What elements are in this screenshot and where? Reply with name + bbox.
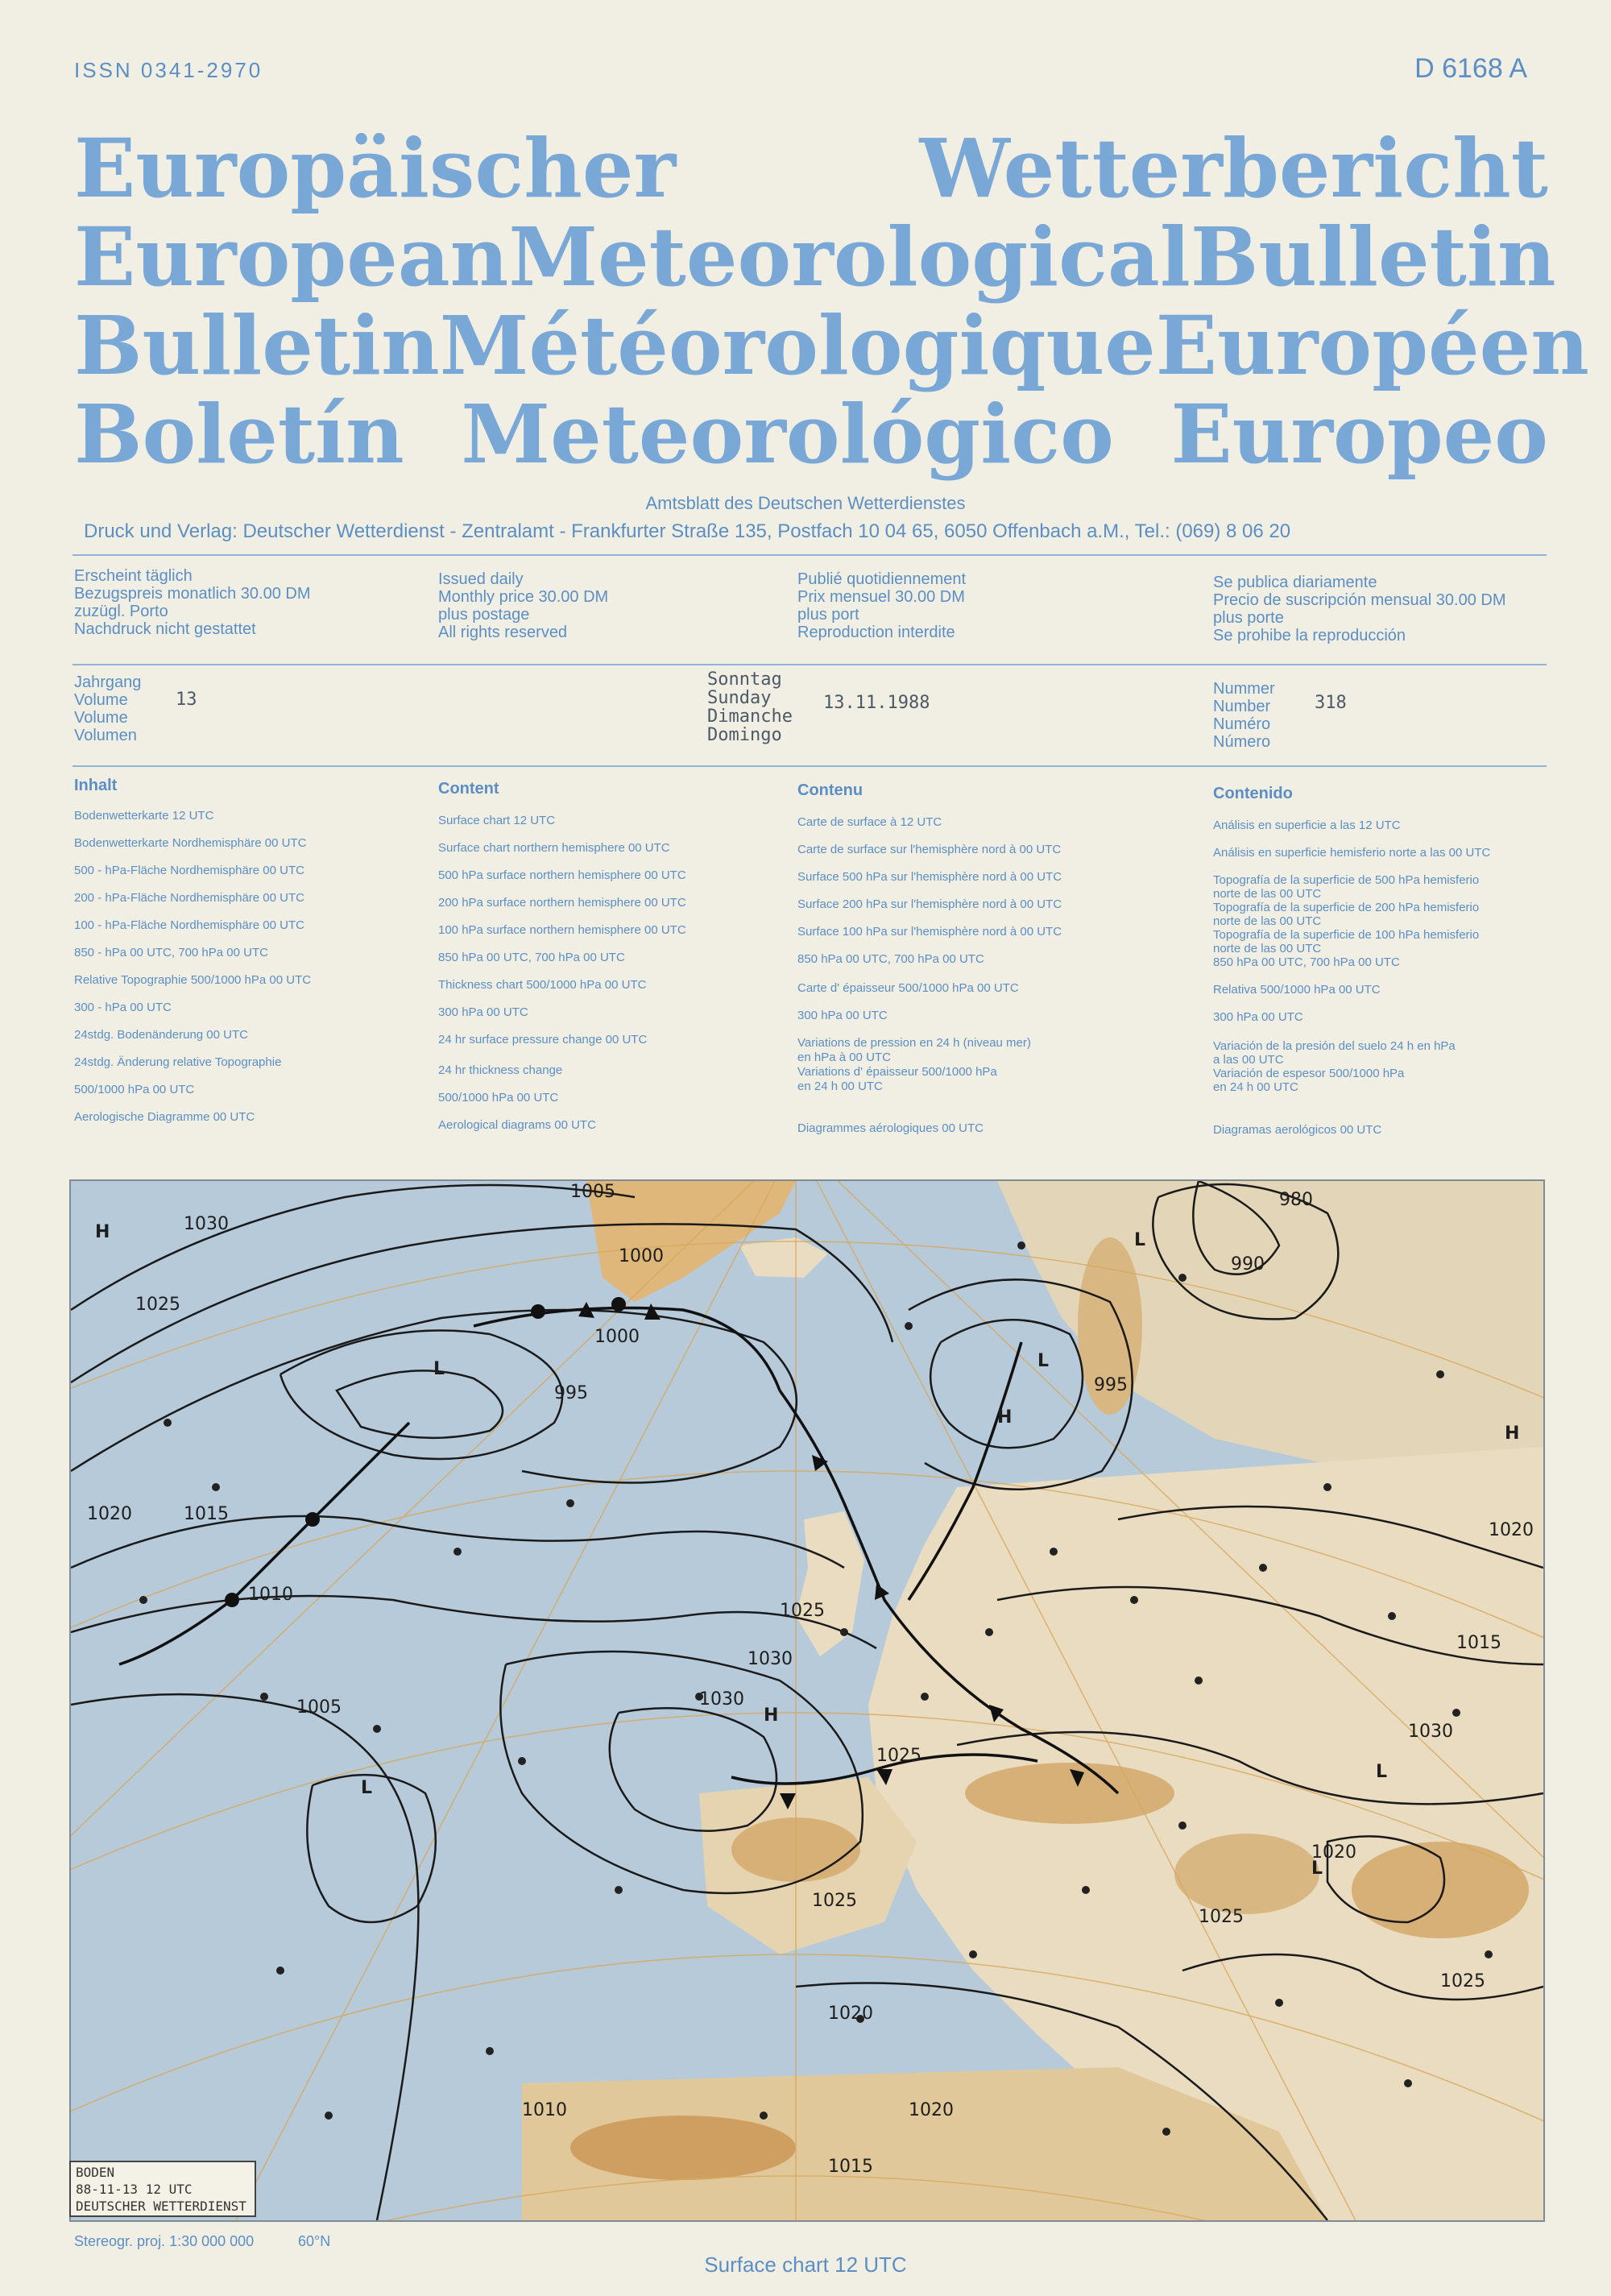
contents-item: 24stdg. Bodenänderung 00 UTC (74, 1028, 248, 1042)
low-pressure-marker: L (1037, 1351, 1050, 1371)
isobar-label: 1020 (1489, 1520, 1534, 1540)
isobar-label: 1020 (1311, 1842, 1356, 1863)
low-pressure-marker: L (361, 1778, 373, 1798)
weekday-labels: Sonntag Sunday Dimanche Domingo (707, 669, 793, 745)
britain-land (796, 1511, 864, 1656)
surface-weather-map (69, 1179, 1545, 2222)
isobar-label: 995 (1094, 1375, 1128, 1395)
title-word: Europäischer (74, 121, 677, 216)
publication-info-es: Se publica diariamente Precio de suscripción mensual 30.00 DM plus porte Se prohibe la reproducción (1213, 574, 1506, 644)
map-legend: BODEN 88-11-13 12 UTC DEUTSCHER WETTERDIENST (69, 2161, 256, 2217)
title-word: European (74, 209, 509, 305)
isobar-label: 1020 (87, 1504, 132, 1524)
map-caption: Surface chart 12 UTC (704, 2252, 907, 2277)
isobar-label: 1025 (876, 1746, 921, 1766)
publisher-line: Druck und Verlag: Deutscher Wetterdienst - Zentralamt - Frankfurter Straße 135, Postfach 10 04 65, 6050 Offenbach a.M., Tel.: (069) 8 06 20 (84, 520, 1291, 542)
contents-item: 100 - hPa-Fläche Nordhemisphäre 00 UTC (74, 918, 304, 932)
contents-item: 850 - hPa 00 UTC, 700 hPa 00 UTC (74, 946, 268, 959)
contents-item: Topografía de la superficie de 200 hPa hemisferio (1213, 901, 1480, 914)
contents-item: Topografía de la superficie de 100 hPa hemisferio (1213, 928, 1480, 942)
contents-item: Análisis en superficie hemisferio norte a las 00 UTC (1213, 846, 1491, 860)
contents-item: Variations de pression en 24 h (niveau mer) (797, 1036, 1031, 1050)
contents-heading-es: Contenido (1213, 785, 1293, 802)
contents-item: 300 hPa 00 UTC (1213, 1010, 1303, 1024)
title-word: Boletín (74, 387, 404, 482)
contents-item: Diagrammes aérologiques 00 UTC (797, 1121, 984, 1135)
issue-number: 318 (1315, 693, 1347, 713)
contents-item: 200 - hPa-Fläche Nordhemisphäre 00 UTC (74, 891, 304, 905)
amtsblatt-line: Amtsblatt des Deutschen Wetterdienstes (645, 493, 966, 513)
contents-item: Surface chart 12 UTC (438, 814, 556, 827)
contents-item: en 24 h 00 UTC (1213, 1080, 1298, 1094)
contents-item: 500/1000 hPa 00 UTC (74, 1083, 195, 1096)
contents-item: Aerological diagrams 00 UTC (438, 1118, 596, 1132)
low-pressure-marker: L (1376, 1762, 1388, 1782)
title-word: Europeo (1170, 387, 1548, 482)
publication-info-de: Erscheint täglich Bezugspreis monatlich 30.00 DM zuzügl. Porto Nachdruck nicht gestattet (74, 567, 311, 638)
contents-item: Surface 100 hPa sur l'hemisphère nord à 00 UTC (797, 925, 1062, 939)
contents-item: 24 hr surface pressure change 00 UTC (438, 1033, 648, 1046)
projection-note: Stereogr. proj. 1:30 000 000 (74, 2233, 255, 2249)
isobar-label: 1005 (570, 1182, 615, 1202)
title-spanish (74, 387, 1548, 482)
contents-item: Bodenwetterkarte Nordhemisphäre 00 UTC (74, 836, 307, 850)
contents-item: 850 hPa 00 UTC, 700 hPa 00 UTC (1213, 955, 1400, 969)
isobar-label: 980 (1279, 1190, 1313, 1210)
contents-item: 300 hPa 00 UTC (438, 1005, 528, 1019)
title-word: Européen (1155, 298, 1589, 393)
title-word: Bulletin (1190, 209, 1556, 305)
divider (72, 554, 1547, 556)
contents-item: norte de las 00 UTC (1213, 914, 1322, 928)
contents-item: 24 hr thickness change (438, 1063, 563, 1077)
contents-item: 200 hPa surface northern hemisphere 00 UTC (438, 896, 686, 910)
contents-item: Diagramas aerológicos 00 UTC (1213, 1123, 1382, 1137)
isobar-label: 1025 (135, 1295, 180, 1315)
number-labels: Nummer Number Numéro Número (1213, 680, 1275, 751)
surface-map-svg (71, 1181, 1543, 2220)
title-word: Meteorológico (461, 387, 1114, 482)
isobar-label: 1015 (184, 1504, 229, 1524)
isobar-label: 1005 (296, 1697, 342, 1718)
contents-heading-de: Inhalt (74, 777, 118, 794)
isobar-label: 1030 (184, 1214, 229, 1234)
publication-info-fr: Publié quotidiennement Prix mensuel 30.00 DM plus port Reproduction interdite (797, 570, 967, 641)
isobar-label: 1025 (1440, 1971, 1485, 1991)
high-pressure-marker: H (997, 1407, 1013, 1428)
iceland-land (739, 1237, 828, 1278)
contents-item: 850 hPa 00 UTC, 700 hPa 00 UTC (438, 951, 625, 964)
contents-item: 300 hPa 00 UTC (797, 1009, 888, 1022)
isobar-label: 1010 (248, 1585, 293, 1605)
contents-item: Surface 500 hPa sur l'hemisphère nord à 00 UTC (797, 870, 1062, 884)
contents-item: norte de las 00 UTC (1213, 887, 1322, 901)
contents-item: 500 - hPa-Fläche Nordhemisphäre 00 UTC (74, 864, 304, 877)
contents-item: Thickness chart 500/1000 hPa 00 UTC (438, 978, 647, 992)
isobar-label: 1025 (780, 1601, 825, 1621)
alps-relief (965, 1763, 1174, 1824)
isobar-label: 995 (554, 1383, 588, 1403)
contents-item: 850 hPa 00 UTC, 700 hPa 00 UTC (797, 952, 984, 966)
contents-item: Carte d' épaisseur 500/1000 hPa 00 UTC (797, 981, 1019, 995)
isobar-label: 1010 (522, 2100, 567, 2120)
contents-item: 500/1000 hPa 00 UTC (438, 1091, 559, 1104)
turkey-relief (1352, 1842, 1529, 1938)
contents-item: Surface chart northern hemisphere 00 UTC (438, 841, 670, 855)
title-word: Bulletin (74, 298, 440, 393)
contents-item: 300 - hPa 00 UTC (74, 1001, 172, 1014)
contents-heading-fr: Contenu (797, 781, 863, 799)
isobar-label: 1030 (748, 1649, 793, 1669)
publication-info-en: Issued daily Monthly price 30.00 DM plus postage All rights reserved (438, 570, 609, 641)
contents-item: Topografía de la superficie de 500 hPa hemisferio (1213, 873, 1480, 887)
contents-item: Carte de surface sur l'hemisphère nord à 00 UTC (797, 843, 1062, 856)
contents-item: 24stdg. Änderung relative Topographie (74, 1055, 282, 1069)
title-word: Wetterbericht (919, 121, 1548, 216)
low-pressure-marker: L (433, 1359, 445, 1379)
isobar-label: 1020 (909, 2100, 954, 2120)
title-french (74, 298, 1589, 393)
isobar-label: 1015 (828, 2157, 873, 2177)
document-number: D 6168 A (1414, 53, 1527, 84)
contents-item: Relativa 500/1000 hPa 00 UTC (1213, 983, 1381, 997)
high-pressure-marker: H (95, 1222, 110, 1242)
atlas-relief (570, 2116, 796, 2180)
contents-item: Variación de la presión del suelo 24 h en hPa (1213, 1039, 1456, 1053)
low-pressure-marker: L (1134, 1230, 1146, 1250)
contents-item: Análisis en superficie a las 12 UTC (1213, 819, 1401, 832)
divider (72, 765, 1547, 767)
contents-item: Surface 200 hPa sur l'hemisphère nord à 00 UTC (797, 897, 1062, 911)
contents-item: 100 hPa surface northern hemisphere 00 UTC (438, 923, 686, 937)
title-german (74, 121, 1548, 216)
issn-label: ISSN 0341-2970 (74, 58, 263, 82)
issue-date: 13.11.1988 (823, 693, 930, 713)
contents-item: en hPa à 00 UTC (797, 1051, 891, 1064)
title-english (74, 209, 1556, 305)
contents-item: Aerologische Diagramme 00 UTC (74, 1110, 255, 1124)
high-pressure-marker: H (1505, 1424, 1520, 1444)
contents-item: Carte de surface à 12 UTC (797, 815, 942, 829)
contents-item: Relative Topographie 500/1000 hPa 00 UTC (74, 973, 312, 987)
contents-item: norte de las 00 UTC (1213, 942, 1322, 955)
contents-item: Variations d' épaisseur 500/1000 hPa (797, 1065, 997, 1079)
isobar-label: 1025 (812, 1891, 857, 1911)
volume-value: 13 (176, 690, 197, 710)
contents-item: 500 hPa surface northern hemisphere 00 UTC (438, 868, 686, 882)
balkan-relief (1174, 1834, 1319, 1914)
contents-item: en 24 h 00 UTC (797, 1080, 883, 1093)
title-word: Meteorological (508, 209, 1191, 305)
isobar-label: 1000 (619, 1246, 664, 1266)
isobar-label: 990 (1231, 1254, 1265, 1274)
isobar-label: 1030 (699, 1689, 744, 1710)
isobar-label: 1015 (1456, 1633, 1501, 1653)
contents-heading-en: Content (438, 780, 499, 798)
contents-item: a las 00 UTC (1213, 1053, 1284, 1067)
isobar-label: 1025 (1199, 1907, 1244, 1927)
isobar-label: 1000 (594, 1327, 640, 1347)
contents-item: Bodenwetterkarte 12 UTC (74, 809, 214, 823)
volume-labels: Jahrgang Volume Volume Volumen (74, 673, 142, 744)
contents-item: Variación de espesor 500/1000 hPa (1213, 1067, 1405, 1080)
title-word: Météorologique (439, 298, 1156, 393)
isobar-label: 1020 (828, 2004, 873, 2024)
low-pressure-marker: L (1311, 1859, 1323, 1879)
latitude-note: 60°N (298, 2233, 331, 2249)
high-pressure-marker: H (764, 1705, 779, 1726)
isobar-label: 1030 (1408, 1722, 1453, 1742)
divider (72, 664, 1547, 665)
